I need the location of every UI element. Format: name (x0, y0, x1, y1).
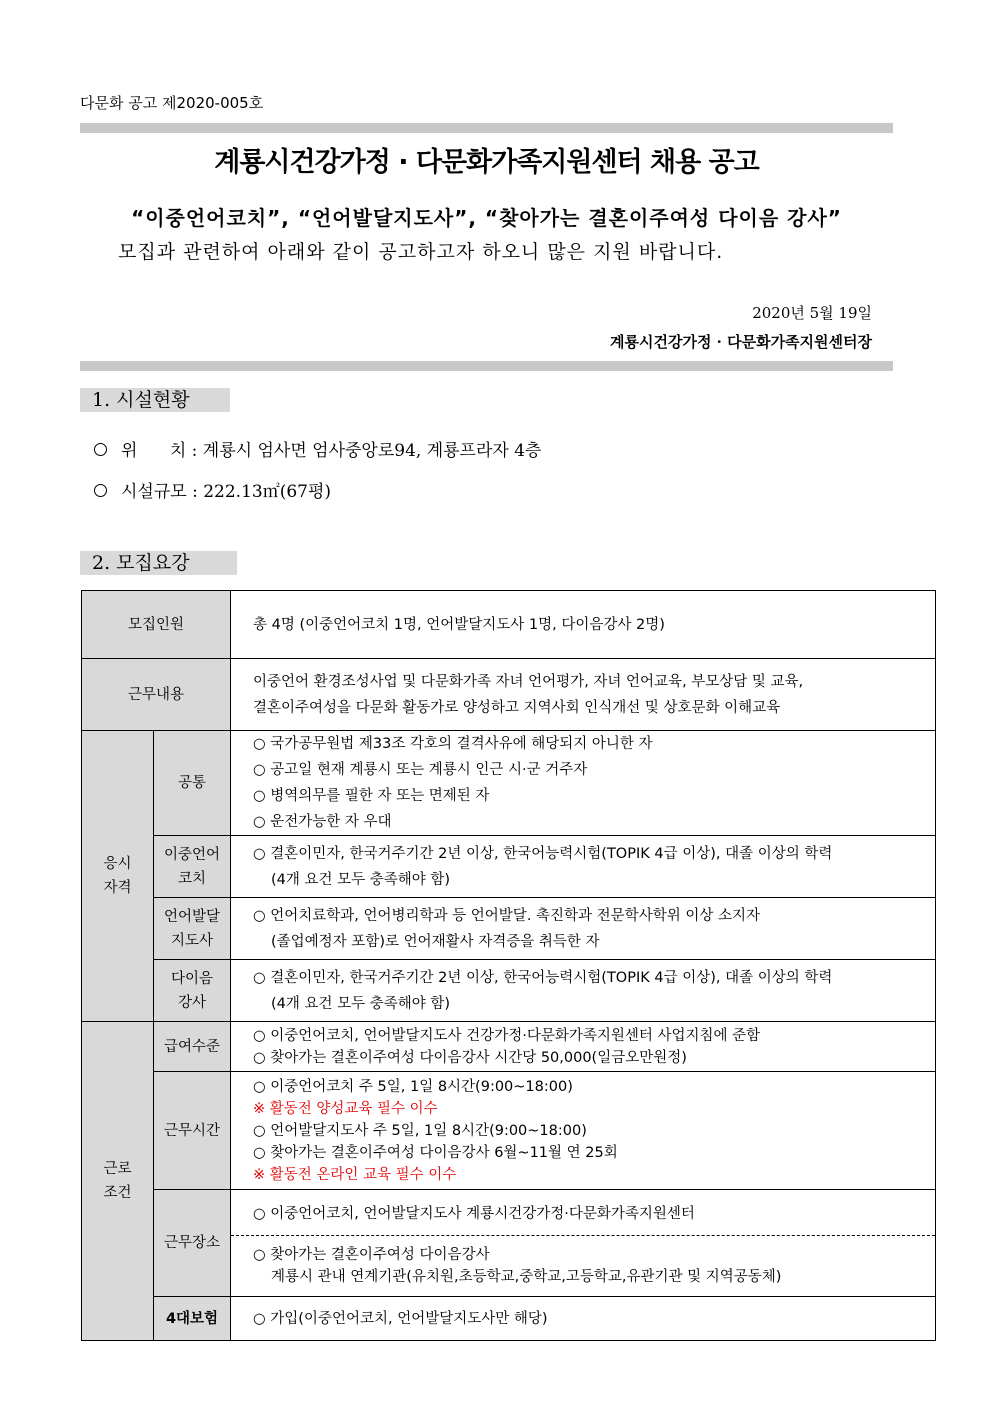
pay-line: ○ 이중언어코치, 언어발달지도사 건강가정·다문화가족지원센터 사업지침에 준함 (253, 1027, 761, 1044)
section1-heading: 1. 시설현황 (80, 388, 230, 412)
table-row (82, 1190, 936, 1297)
common-label: 공통 (154, 731, 231, 836)
table-row (82, 898, 936, 960)
qualification-label (82, 731, 154, 1022)
hours-note: ※ 활동전 양성교육 필수 이수 (253, 1100, 438, 1117)
daieum-label-line: 강사 (177, 994, 206, 1011)
facility-location (94, 436, 541, 461)
facility-location-text: 위 치 : 계룡시 엄사면 엄사중앙로94, 계룡프라자 4층 (121, 441, 542, 461)
hours-line: ○ 언어발달지도사 주 5일, 1일 8시간(9:00~18:00) (253, 1122, 587, 1139)
table-row (82, 731, 936, 836)
intro-text: 모집과 관련하여 아래와 같이 공고하고자 하오니 많은 지원 바랍니다. (118, 241, 724, 263)
coach-label (154, 836, 231, 898)
duty-line: 이중언어 환경조성사업 및 다문화가족 자녀 언어평가, 자녀 언어교육, 부모상담 및 교육, (253, 673, 804, 690)
speech-label-line: 지도사 (170, 932, 214, 949)
qualification-label-line: 응시 (103, 856, 132, 872)
table-row (82, 960, 936, 1022)
pay-label: 급여수준 (154, 1022, 231, 1072)
facility-size (94, 477, 331, 502)
hours-label: 근무시간 (154, 1072, 231, 1190)
notice-number: 다문화 공고 제2020-005호 (80, 94, 264, 112)
section2-heading: 2. 모집요강 (80, 551, 237, 575)
pay-line: ○ 찾아가는 결혼이주여성 다이음강사 시간당 50,000(일금오만원정) (253, 1049, 687, 1066)
place-line: ○ 이중언어코치, 언어발달지도사 계룡시건강가정·다문화가족지원센터 (253, 1205, 695, 1222)
common-value (231, 731, 936, 836)
speech-label (154, 898, 231, 960)
place-block (253, 1236, 925, 1294)
place-line: 계룡시 관내 연계기관(유치원,초등학교,중학교,고등학교,유관기관 및 지역공동체) (271, 1268, 782, 1285)
top-divider (80, 123, 893, 133)
notice-date: 2020년 5월 19일 (752, 304, 872, 322)
issuer: 계룡시건강가정 · 다문화가족지원센터장 (610, 333, 872, 351)
work-label-line: 근로 (103, 1161, 132, 1177)
common-line: ○ 병역의무를 필한 자 또는 면제된 자 (253, 788, 490, 804)
place-line: ○ 찾아가는 결혼이주여성 다이음강사 (253, 1246, 490, 1263)
insurance-label: 4대보험 (154, 1297, 231, 1341)
table-row (82, 591, 936, 659)
duty-line: 결혼이주여성을 다문화 활동가로 양성하고 지역사회 인식개선 및 상호문화 이해교육 (253, 699, 781, 716)
bottom-divider (80, 361, 893, 371)
work-conditions-label (82, 1022, 154, 1341)
hours-line: ○ 이중언어코치 주 5일, 1일 8시간(9:00~18:00) (253, 1078, 573, 1095)
coach-value (231, 836, 936, 898)
speech-line: ○ 언어치료학과, 언어병리학과 등 언어발달. 촉진학과 전문학사학위 이상 소지자 (253, 907, 760, 924)
qualification-label-line: 자격 (103, 880, 132, 896)
daieum-line: ○ 결혼이민자, 한국거주기간 2년 이상, 한국어능력시험(TOPIK 4급 이상), 대졸 이상의 학력 (253, 969, 833, 986)
duty-label: 근무내용 (82, 659, 231, 731)
common-line: ○ 운전가능한 자 우대 (253, 814, 392, 830)
coach-line: ○ 결혼이민자, 한국거주기간 2년 이상, 한국어능력시험(TOPIK 4급 이상), 대졸 이상의 학력 (253, 845, 833, 862)
speech-value (231, 898, 936, 960)
daieum-label-line: 다이음 (170, 970, 214, 987)
speech-line: (졸업예정자 포함)로 언어재활사 자격증을 취득한 자 (271, 933, 600, 950)
circle-bullet-icon (94, 443, 107, 456)
table-row (82, 1072, 936, 1190)
subtitle: “이중언어코치”, “언어발달지도사”, “찾아가는 결혼이주여성 다이음 강사” (131, 206, 842, 230)
coach-label-line: 이중언어 (163, 846, 221, 863)
insurance-value: ○ 가입(이중언어코치, 언어발달지도사만 해당) (231, 1297, 936, 1341)
speech-label-line: 언어발달 (163, 908, 221, 925)
common-line: ○ 국가공무원법 제33조 각호의 결격사유에 해당되지 아니한 자 (253, 736, 653, 752)
facility-size-text: 시설규모 : 222.13㎡(67평) (121, 482, 332, 502)
place-value (231, 1190, 936, 1297)
coach-label-line: 코치 (177, 870, 206, 887)
table-row (82, 659, 936, 731)
duty-value (231, 659, 936, 731)
work-label-line: 조건 (103, 1185, 132, 1201)
table-row (82, 1297, 936, 1341)
recruitment-table (81, 590, 936, 1341)
place-label: 근무장소 (154, 1190, 231, 1297)
coach-line: (4개 요건 모두 충족해야 함) (271, 871, 451, 888)
table-row (82, 836, 936, 898)
pay-value (231, 1022, 936, 1072)
hours-note: ※ 활동전 온라인 교육 필수 이수 (253, 1166, 457, 1183)
hours-line: ○ 찾아가는 결혼이주여성 다이음강사 6월~11월 연 25회 (253, 1144, 618, 1161)
recruit-label: 모집인원 (82, 591, 231, 659)
common-line: ○ 공고일 현재 계룡시 또는 계룡시 인근 시·군 거주자 (253, 762, 588, 778)
daieum-value (231, 960, 936, 1022)
recruit-value: 총 4명 (이중언어코치 1명, 언어발달지도사 1명, 다이음강사 2명) (231, 591, 936, 659)
hours-value (231, 1072, 936, 1190)
daieum-label (154, 960, 231, 1022)
table-row (82, 1022, 936, 1072)
circle-bullet-icon (94, 484, 107, 497)
page-title: 계룡시건강가정 · 다문화가족지원센터 채용 공고 (214, 147, 759, 178)
daieum-line: (4개 요건 모두 충족해야 함) (271, 995, 451, 1012)
